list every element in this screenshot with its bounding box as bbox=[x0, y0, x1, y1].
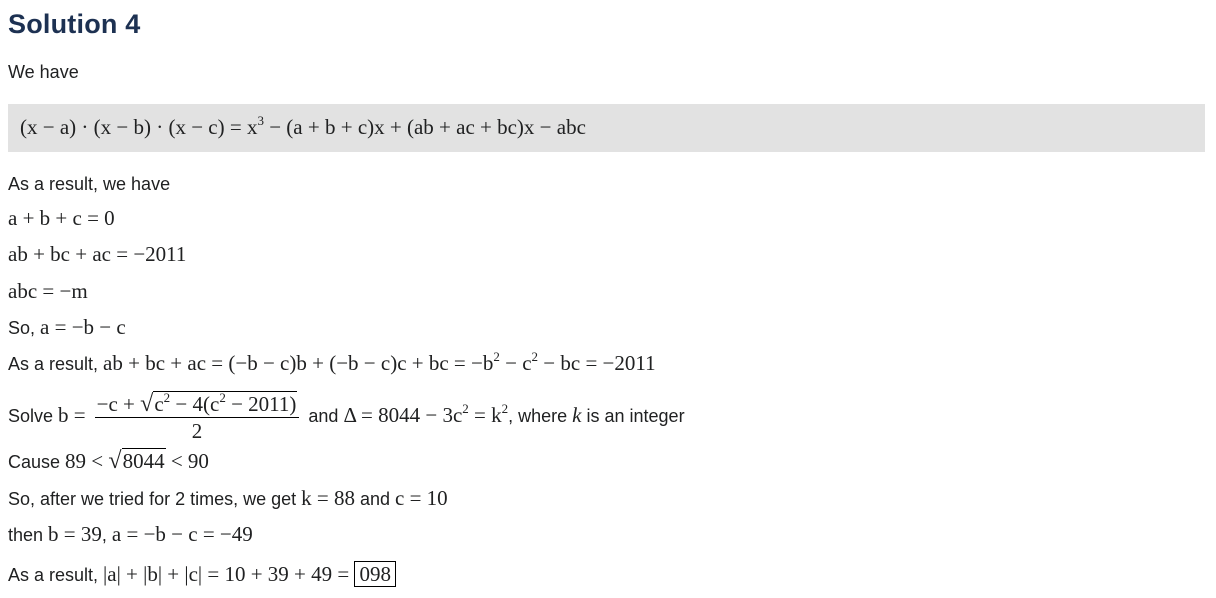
final-equation: |a| + |b| + |c| = 10 + 39 + 49 = bbox=[103, 562, 355, 586]
quadratic-formula-fraction bbox=[95, 389, 300, 443]
fraction-denominator: 2 bbox=[191, 418, 203, 443]
vieta-sum-equation: a + b + c = 0 bbox=[8, 206, 115, 230]
expansion-equation: $(x - a) \cdot (x - b) \cdot (x - c) = x^3 - (a + b + c)x + (ab$ + ac + bc)x − abc bbox=[20, 113, 586, 139]
final-line: As a result, |a| + |b| + |c| = 10 + 39 + 49 = 098 bbox=[8, 562, 396, 587]
boxed-answer: 098 bbox=[354, 561, 396, 587]
derivation-equation: ab + bc + ac = (−b − c)b + (−b − c)c + bc = $-b^2 - c^2$ − bc = −2011 bbox=[103, 349, 656, 375]
result-intro-text: As a result, we have bbox=[8, 174, 171, 194]
intro-text: We have bbox=[8, 62, 79, 82]
solve-line: Solve b = $\frac{-c + √c^2 - 4(c^2 - 2011)}{2}$ and $\Delta = 8044 - 3c^2 = k^2$, where k is an integer bbox=[8, 389, 685, 443]
discriminant-equation: $\Delta = 8044 - 3c^2 = k^2$ bbox=[343, 401, 509, 427]
substitution-line: So, a = −b − c bbox=[8, 315, 126, 339]
fraction-numerator: $-c + √c^2 - 4(c^2 - 2011)$ bbox=[95, 392, 300, 418]
tries-line: So, after we tried for 2 times, we get k = 88 and c = 10 bbox=[8, 486, 448, 510]
square-root: $√c^2 - 4(c^2 - 2011)$ bbox=[140, 389, 297, 417]
derivation-line: As a result, ab + bc + ac = (−b − c)b + (−b − c)c + bc = $-b^2 - c^2$ − bc = −2011 bbox=[8, 349, 656, 375]
then-line: then b = 39, a = −b − c = −49 bbox=[8, 522, 253, 546]
bound-inequality: 89 < √8044 < 90 bbox=[65, 448, 209, 474]
solution-title: Solution 4 bbox=[8, 9, 141, 39]
expansion-equation-box bbox=[8, 104, 1205, 152]
square-root: √8044 bbox=[108, 448, 165, 474]
substitution-equation: a = −b − c bbox=[40, 315, 126, 339]
bound-line: Cause 89 < √8044 < 90 bbox=[8, 448, 209, 474]
vieta-product-equation: abc = −m bbox=[8, 279, 88, 303]
vieta-pair-sum-equation: ab + bc + ac = −2011 bbox=[8, 242, 187, 266]
